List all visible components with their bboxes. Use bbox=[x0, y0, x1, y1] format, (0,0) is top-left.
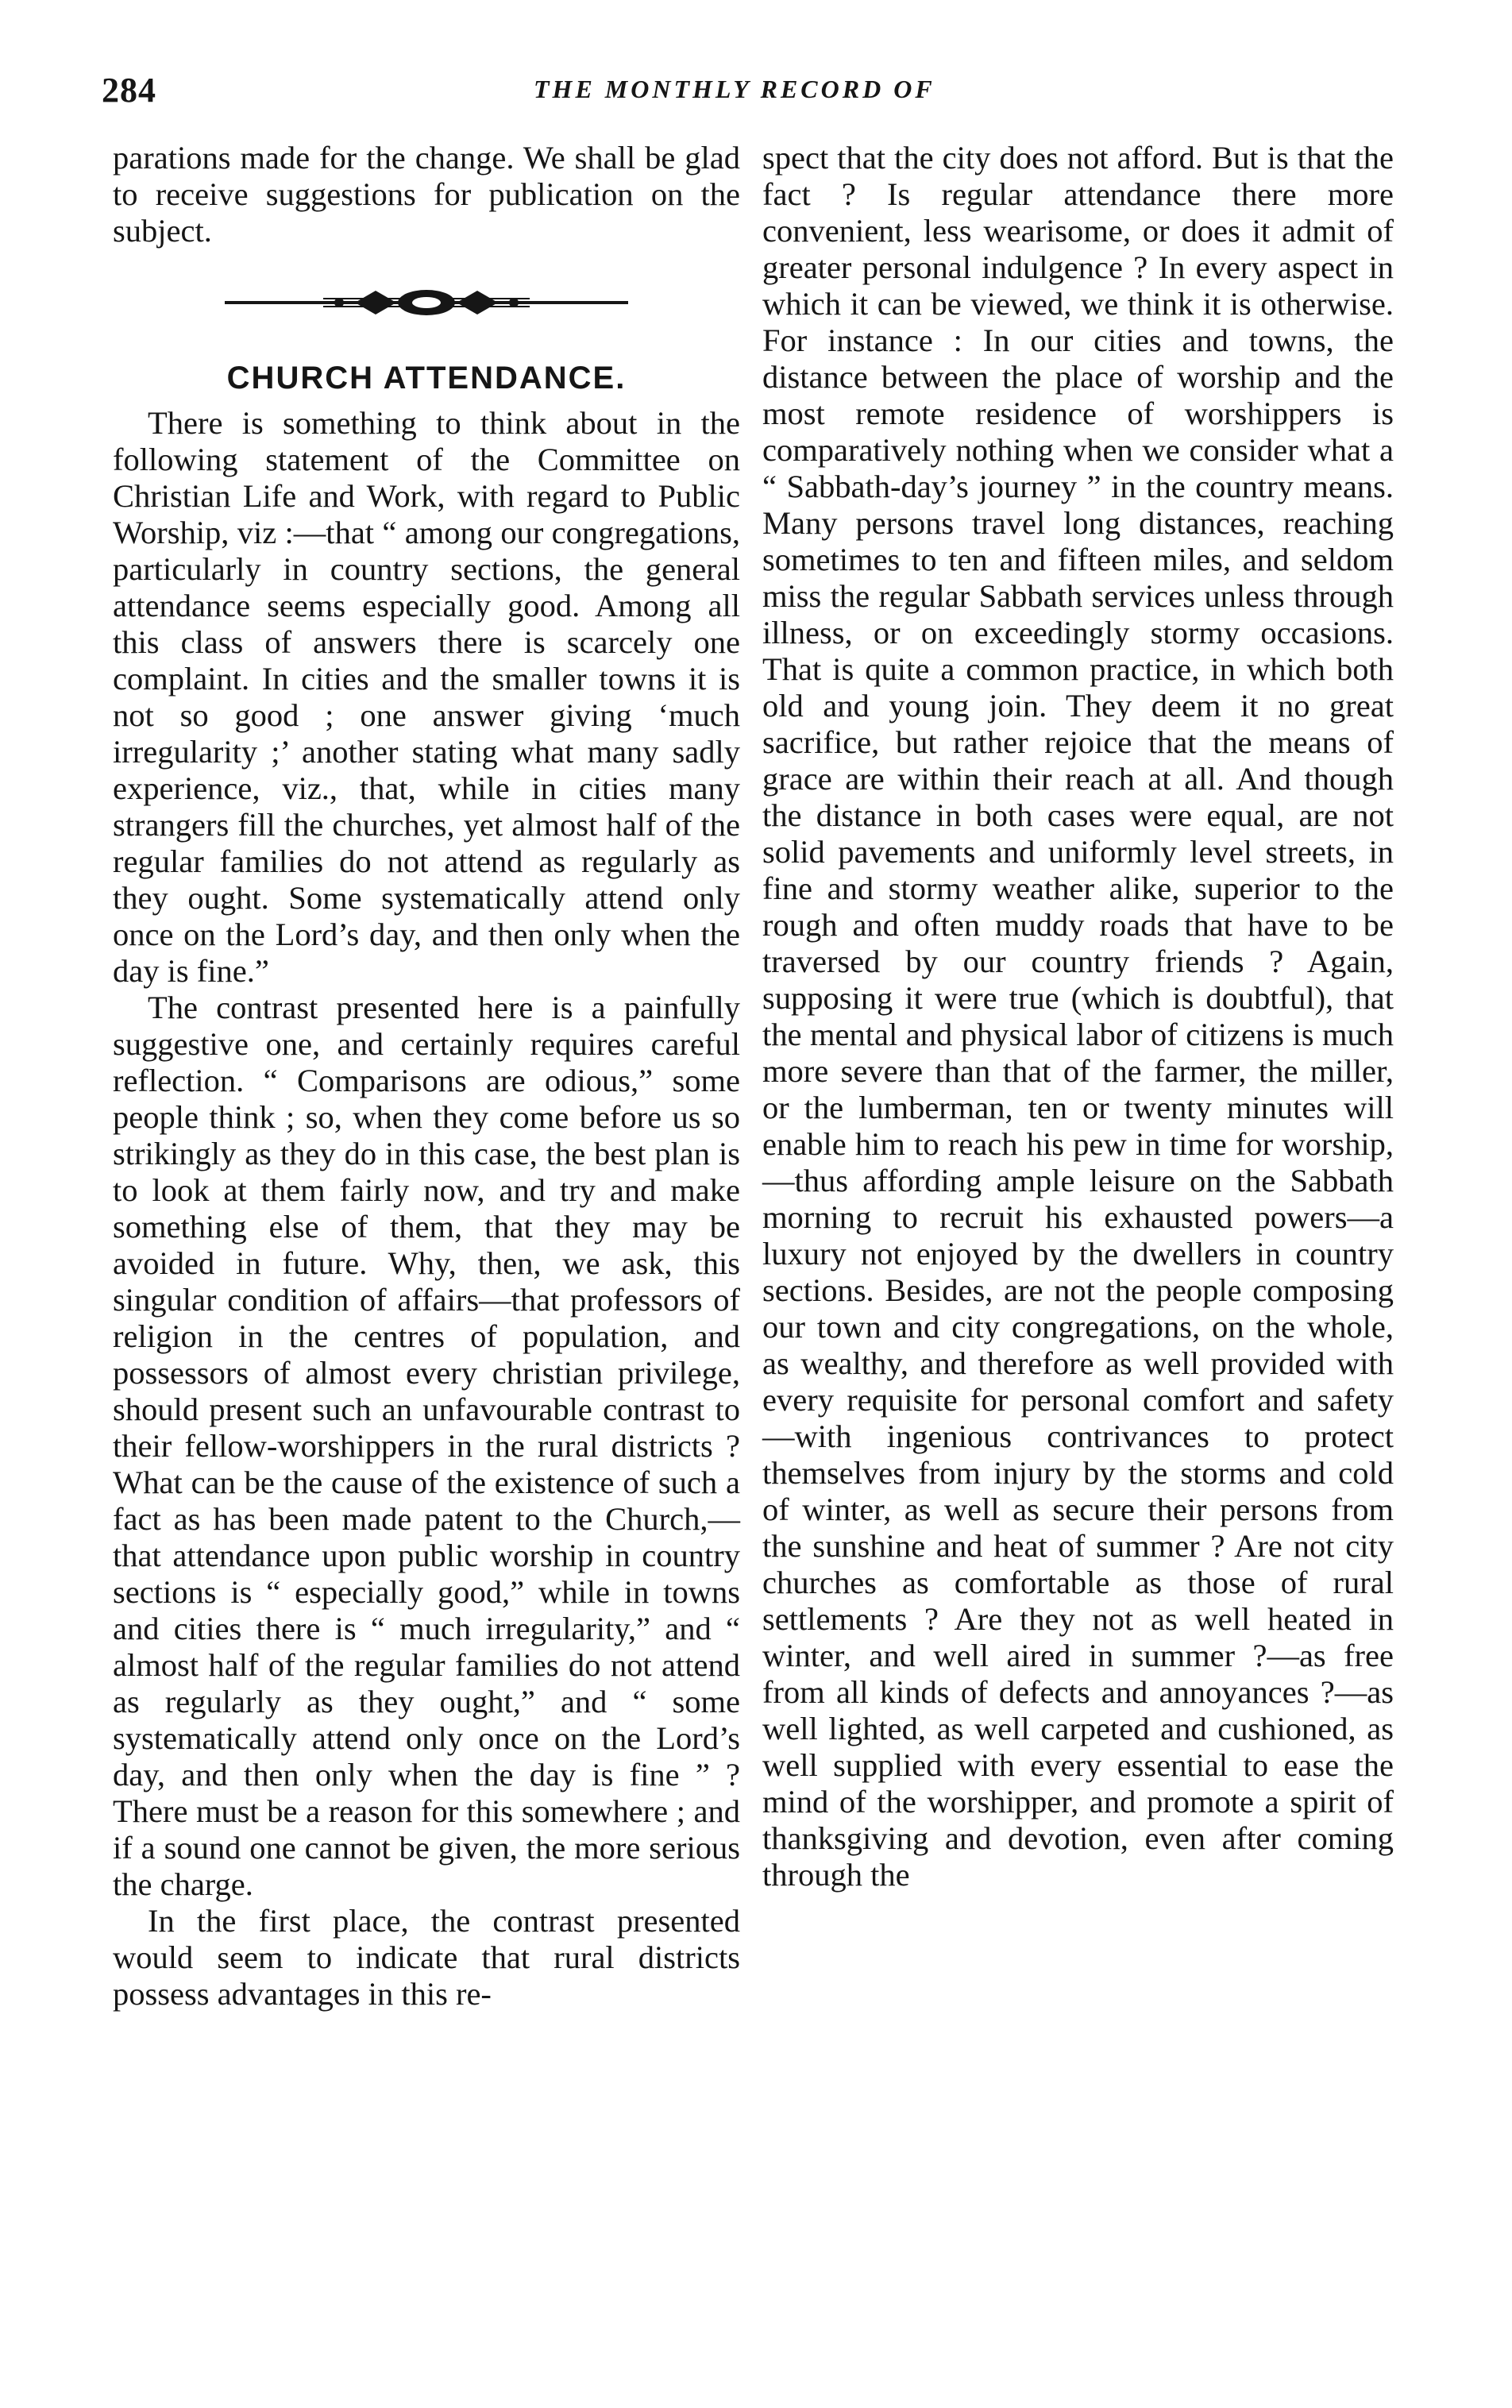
body-paragraph: In the first place, the contrast presented would seem to indicate that rural districts possess advantages in this re- bbox=[113, 1903, 740, 2012]
body-paragraph: spect that the city does not afford. But is that the fact ? Is regular attendance there more convenient, less wearisome, or does it admit of greater personal indulgence ? In every aspect in which it can be viewed, we think it is otherwise. For instance : In our cities and towns, the distance between the place of worship and the most remote residence of worshippers is comparatively nothing when we consider what a “ Sabbath-day’s journey ” in the country means. Many persons travel long distances, reaching sometimes to ten and fifteen miles, and seldom miss the regular Sabbath services unless through illness, or on exceedingly stormy occasions. That is quite a common practice, in which both old and young join. They deem it no great sacrifice, but rather rejoice that the means of grace are within their reach at all. And though the distance in both cases were equal, are not solid pavements and uniformly level streets, in fine and stormy weather alike, superior to the rough and often muddy roads that have to be traversed by our country friends ? Again, supposing it were true (which is doubtful), that the mental and physical labor of citizens is much more severe than that of the farmer, the miller, or the lumberman, ten or twenty minutes will enable him to reach his pew in time for worship,—thus affording ample leisure on the Sabbath morning to recruit his exhausted powers—a luxury not enjoyed by the dwellers in country sections. Besides, are not the people composing our town and city congregations, on the whole, as wealthy, and therefore as well provided with every requisite for personal comfort and safety—with ingenious contrivances to protect themselves from injury by the storms and cold of winter, as well as secure their persons from the sunshine and heat of summer ? Are not city churches as comfortable as those of rural settlements ? Are they not as well heated in winter, and well aired in summer ?—as free from all kinds of defects and annoyances ?—as well lighted, as well carpeted and cushioned, as well supplied with every essential to ease the mind of the worshipper, and promote a spirit of thanksgiving and devotion, even after coming through the bbox=[762, 140, 1394, 1893]
page-number: 284 bbox=[102, 71, 156, 110]
page-header bbox=[0, 70, 1512, 114]
left-column bbox=[113, 140, 740, 2012]
right-column bbox=[762, 140, 1394, 1893]
body-paragraph: The contrast presented here is a painfully suggestive one, and certainly requires careful reflection. “ Comparisons are odious,” some people think ; so, when they come before us so strikingly as they do in this case, the best plan is to look at them fairly now, and try and make something else of them, that they may be avoided in future. Why, then, we ask, this singular condition of affairs—that professors of religion in the centres of population, and possessors of almost every christian privilege, should present such an unfavourable contrast to their fellow-worshippers in the rural districts ? What can be the cause of the existence of such a fact as has been made patent to the Church,—that attendance upon public worship in country sections is “ especially good,” while in towns and cities there is “ much irregularity,” and “ almost half of the regular families do not attend as regularly as they ought,” and “ some systematically attend only once on the Lord’s day, and then only when the day is fine ” ? There must be a reason for this somewhere ; and if a sound one cannot be given, the more serious the charge. bbox=[113, 990, 740, 1902]
intro-paragraph: parations made for the change. We shall be glad to receive suggestions for publication on the subject. bbox=[113, 140, 740, 249]
body-paragraph: There is something to think about in the following statement of the Committee on Christian Life and Work, with regard to Public Worship, viz :—that “ among our congregations, particularly in country sections, the general attendance seems especially good. Among all this class of answers there is scarcely one complaint. In cities and the smaller towns it is not so good ; one answer giving ‘much irregularity ;’ another stating what many sadly experience, viz., that, while in cities many strangers fill the churches, yet almost half of the regular families do not attend as regularly as they ought. Some systematically attend only once on the Lord’s day, and then only when the day is fine.” bbox=[113, 405, 740, 989]
section-title: CHURCH ATTENDANCE. bbox=[226, 361, 627, 396]
decorative-rule-icon bbox=[220, 280, 633, 326]
running-title: THE MONTHLY RECORD OF bbox=[534, 75, 935, 103]
